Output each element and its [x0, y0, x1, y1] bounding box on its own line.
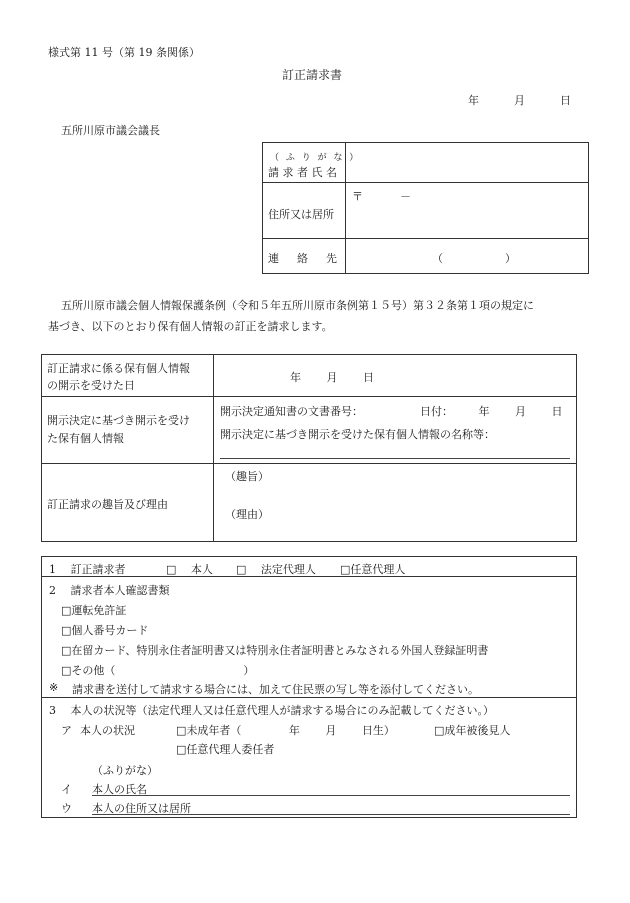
- section1-title: 1 訂正請求者: [49, 563, 126, 576]
- requester-row-line: [262, 238, 589, 239]
- postal-mark: 〒: [352, 190, 363, 203]
- checkbox-adult-ward[interactable]: □成年被後見人: [434, 724, 511, 737]
- requester-name-label: 請 求 者 氏 名: [268, 166, 337, 179]
- checkbox-principal[interactable]: □任意代理人委任者: [176, 743, 275, 756]
- row1-label-line1: 訂正請求に係る保有個人情報: [47, 362, 190, 375]
- section3-title: 3 本人の状況等（法定代理人又は任意代理人が請求する場合にのみ記載してください。）: [49, 704, 494, 717]
- table-divider: [213, 354, 214, 542]
- row2-label-line1: 開示決定に基づき開示を受け: [47, 414, 190, 427]
- note-mark: ※: [49, 681, 59, 694]
- checkbox-legal-representative[interactable]: □ 法定代理人: [236, 563, 316, 576]
- table-row-line: [41, 396, 577, 397]
- principal-name-underline: [92, 795, 570, 796]
- checkbox-residence-card[interactable]: □在留カード、特別永住者証明書又は特別永住者証明書とみなされる外国人登録証明書: [61, 644, 489, 657]
- row3-label: 訂正請求の趣旨及び理由: [47, 498, 168, 511]
- item-a-mark: ア: [61, 724, 72, 737]
- checkbox-drivers-license[interactable]: □運転免許証: [61, 604, 127, 617]
- address-label: 住所又は居所: [268, 208, 334, 221]
- checkbox-mynumber-card[interactable]: □個人番号カード: [61, 624, 149, 637]
- principal-address-label: 本人の住所又は居所: [92, 802, 191, 815]
- section-line: [41, 697, 577, 698]
- intro-line-1: 五所川原市議会個人情報保護条例（令和５年五所川原市条例第１５号）第３２条第１項の規定に: [61, 299, 534, 312]
- reason-label: （理由）: [225, 508, 269, 521]
- date-year-label: 年: [468, 94, 479, 107]
- addressee: 五所川原市議会議長: [61, 124, 160, 137]
- date-day-label: 日: [560, 94, 571, 107]
- item-u-mark: ウ: [61, 802, 72, 815]
- date-month-label: 月: [514, 94, 525, 107]
- postal-dash: －: [400, 190, 411, 203]
- intro-line-2: 基づき、以下のとおり保有個人情報の訂正を請求します。: [48, 320, 333, 333]
- principal-status-label: 本人の状況: [80, 724, 135, 737]
- notice-date-label: 日付： 年 月 日: [420, 405, 563, 418]
- requester-row-line: [262, 182, 589, 183]
- section2-title: 2 請求者本人確認書類: [49, 584, 170, 597]
- checkbox-other[interactable]: □その他（ ）: [61, 664, 255, 677]
- item-i-mark: イ: [61, 783, 72, 796]
- note-text: 請求書を送付して請求する場合には、加えて住民票の写し等を添付してください。: [72, 683, 479, 696]
- row1-label-line2: の開示を受けた日: [47, 379, 135, 392]
- principal-address-underline: [92, 814, 570, 815]
- document-title: 訂正請求書: [282, 68, 343, 82]
- disclosed-info-name-label: 開示決定に基づき開示を受けた保有個人情報の名称等：: [220, 428, 495, 441]
- notice-number-label: 開示決定通知書の文書番号：: [220, 405, 363, 418]
- disclosed-info-underline: [220, 458, 570, 459]
- furigana-label: （ ふ り が な ）: [270, 153, 361, 163]
- principal-name-label: 本人の氏名: [92, 783, 147, 796]
- table-row-line: [41, 463, 577, 464]
- checkbox-voluntary-agent[interactable]: □任意代理人: [340, 563, 406, 576]
- form-number: 様式第 11 号（第 19 条関係）: [48, 46, 200, 59]
- purpose-label: （趣旨）: [225, 470, 269, 483]
- row1-date-value: 年 月 日: [290, 371, 374, 384]
- row2-label-line2: た保有個人情報: [47, 432, 124, 445]
- checkbox-self[interactable]: □ 本人: [166, 563, 213, 576]
- furigana-small-label: （ふりがな）: [92, 764, 158, 777]
- contact-label: 連 絡 先: [268, 252, 337, 265]
- contact-phone-paren: （ ）: [432, 252, 516, 265]
- checkbox-minor[interactable]: □未成年者（ 年 月 日生）: [176, 724, 395, 737]
